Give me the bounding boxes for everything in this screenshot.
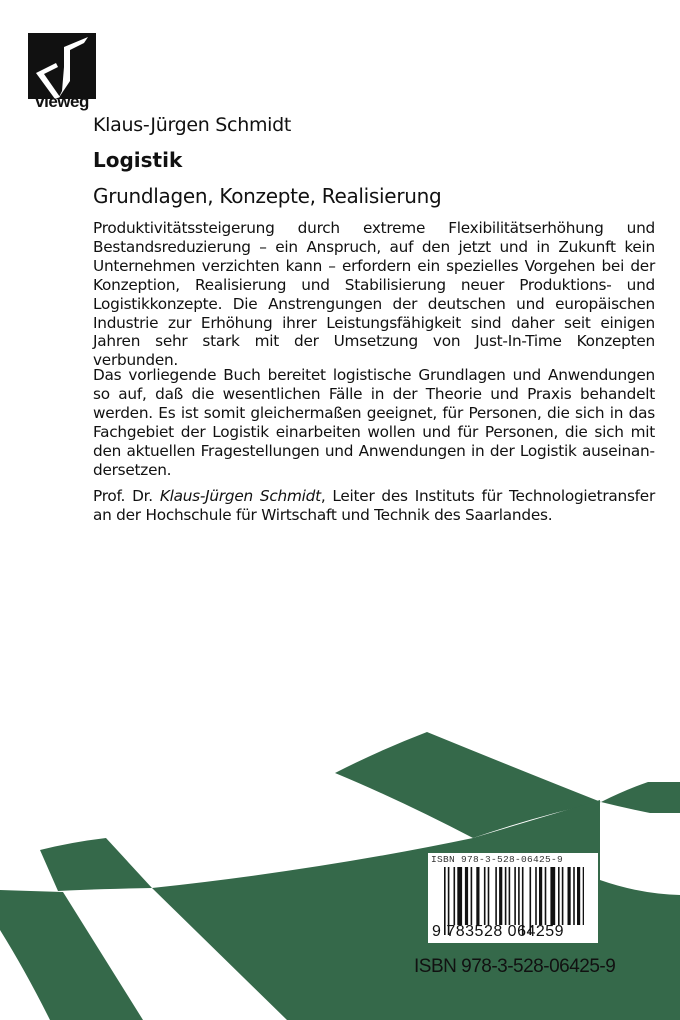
- barcode-bar: [484, 867, 486, 925]
- barcode-bar: [465, 867, 468, 925]
- barcode-bar: [457, 867, 462, 925]
- barcode-bar: [573, 867, 575, 925]
- barcode-bar: [568, 867, 571, 925]
- barcode-bar: [545, 867, 547, 925]
- blurb-paragraph-2: Das vorliegende Buch bereitet logistische Grundlagen und Anwendungen so auf, daß die wesentlichen Fälle in der Theorie und Praxis behandelt werden. Es ist somit gleichermaßen geeignet, für Personen, die sich in das Fachgebiet der Logistik einarbeiten wollen und für Personen, die sich mit den aktuellen Fragestellungen und Anwendungen in der Logistik auseinandersetzen.: [93, 366, 655, 479]
- green-right-shape: [601, 782, 680, 813]
- barcode-bar: [583, 867, 584, 925]
- author-bio-prefix: Prof. Dr.: [93, 487, 160, 505]
- barcode-bar: [454, 867, 456, 925]
- barcode-bar: [476, 867, 479, 925]
- publisher-logo-text: vieweg: [35, 92, 89, 111]
- barcode-bar: [558, 867, 560, 925]
- author-bio-rest: , Leiter des Instituts für Technologietransfer an der Hochschule für Wirtschaft und Technik des Saarlandes.: [93, 487, 655, 524]
- barcode-bar: [509, 867, 511, 925]
- barcode-bar: [514, 867, 516, 925]
- barcode-bar: [505, 867, 507, 925]
- book-author: Klaus-Jürgen Schmidt: [93, 114, 292, 136]
- barcode-bar: [518, 867, 520, 925]
- green-left-strip: [0, 890, 143, 1020]
- author-bio-name: Klaus-Jürgen Schmidt: [159, 487, 321, 505]
- barcode: [428, 853, 598, 943]
- barcode-bar: [577, 867, 580, 925]
- barcode-bar: [550, 867, 555, 925]
- barcode-bar: [562, 867, 564, 925]
- blurb-paragraph-1: Produktivitätssteigerung durch extreme Flexibilitätserhöhung und Bestandsreduzierung – ein Anspruch, auf den jetzt und in Zukunft kein Unternehmen verzichten kann – erfordern ein spezielles Vorgehen bei der Konzeption, Realisierung und Stabilisierung neuer Produktions- und Logistikkonzepte. Die Anstrengungen der deutschen und europäischen Industrie zur Erhöhung ihrer Leistungsfähigkeit sind daher seit einigen Jahren sehr stark mit der Umsetzung von Just-In-Time Konzepten verbunden.: [93, 219, 655, 370]
- barcode-bar: [495, 867, 497, 925]
- book-subtitle: Grundlagen, Konzepte, Realisierung: [93, 184, 442, 208]
- barcode-bar: [471, 867, 473, 925]
- isbn-number: ISBN 978-3-528-06425-9: [414, 956, 616, 977]
- barcode-bar: [488, 867, 490, 925]
- barcode-bar: [539, 867, 542, 925]
- barcode-bar: [535, 867, 537, 925]
- barcode-digits: 9 783528 064259: [432, 923, 565, 940]
- book-title: Logistik: [93, 148, 183, 172]
- green-main-shape: [152, 800, 680, 1020]
- barcode-bar: [499, 867, 502, 925]
- green-small-parallelogram: [40, 838, 152, 891]
- barcode-isbn-text: ISBN 978-3-528-06425-9: [431, 854, 564, 865]
